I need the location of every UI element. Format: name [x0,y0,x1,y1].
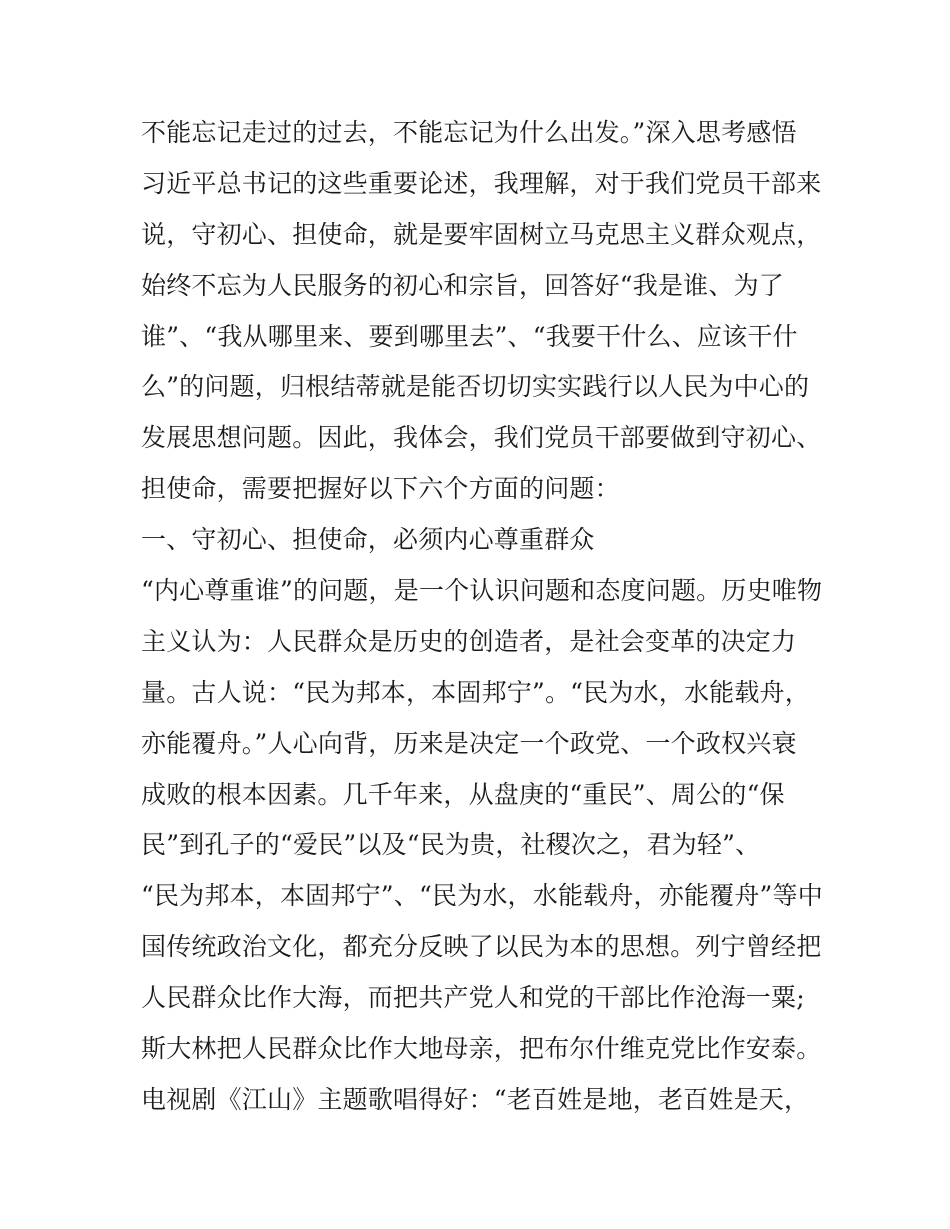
text-line-7: 发展思想问题。因此，我体会，我们党员干部要做到守初心、 [141,423,822,453]
text-line-10: “内心尊重谁”的问题，是一个认识问题和态度问题。历史唯物 [141,576,823,606]
section-heading: 一、守初心、担使命，必须内心尊重群众 [141,525,595,555]
text-line-2: 习近平总书记的这些重要论述，我理解，对于我们党员干部来 [141,168,822,198]
text-line-11: 主义认为：人民群众是历史的创造者，是社会变革的决定力 [141,626,797,656]
body-text [141,108,821,1126]
text-line-12: 量。古人说：“民为邦本，本固邦宁”。“民为水，水能载舟， [141,677,810,707]
text-line-1: 不能忘记走过的过去，不能忘记为什么出发。”深入思考感悟 [141,118,797,147]
text-line-16: “民为邦本，本固邦宁”、“民为水，水能载舟，亦能覆舟”等中 [141,881,823,911]
text-line-14: 成败的根本因素。几千年来，从盘庚的“重民”、周公的“保 [141,779,785,809]
text-line-5: 谁”、“我从哪里来、要到哪里去”、“我要干什么、应该干什 [141,321,798,351]
text-line-19: 斯大林把人民群众比作大地母亲，把布尔什维克党比作安泰。 [141,1034,822,1064]
text-line-18: 人民群众比作大海，而把共产党人和党的干部比作沧海一粟; [141,983,805,1013]
text-line-8: 担使命，需要把握好以下六个方面的问题： [141,474,620,504]
text-line-6: 么”的问题，归根结蒂就是能否切切实实践行以人民为中心的 [141,372,810,402]
text-line-20: 电视剧《江山》主题歌唱得好：“老百姓是地，老百姓是天， [141,1084,810,1114]
text-line-3: 说，守初心、担使命，就是要牢固树立马克思主义群众观点， [141,219,822,249]
text-line-13: 亦能覆舟。”人心向背，历来是决定一个政党、一个政权兴衰 [141,728,797,758]
text-line-4: 始终不忘为人民服务的初心和宗旨，回答好“我是谁、为了 [141,270,784,300]
text-line-17: 国传统政治文化，都充分反映了以民为本的思想。列宁曾经把 [141,932,822,962]
text-line-15: 民”到孔子的“爱民”以及“民为贵，社稷次之，君为轻”、 [141,830,761,860]
